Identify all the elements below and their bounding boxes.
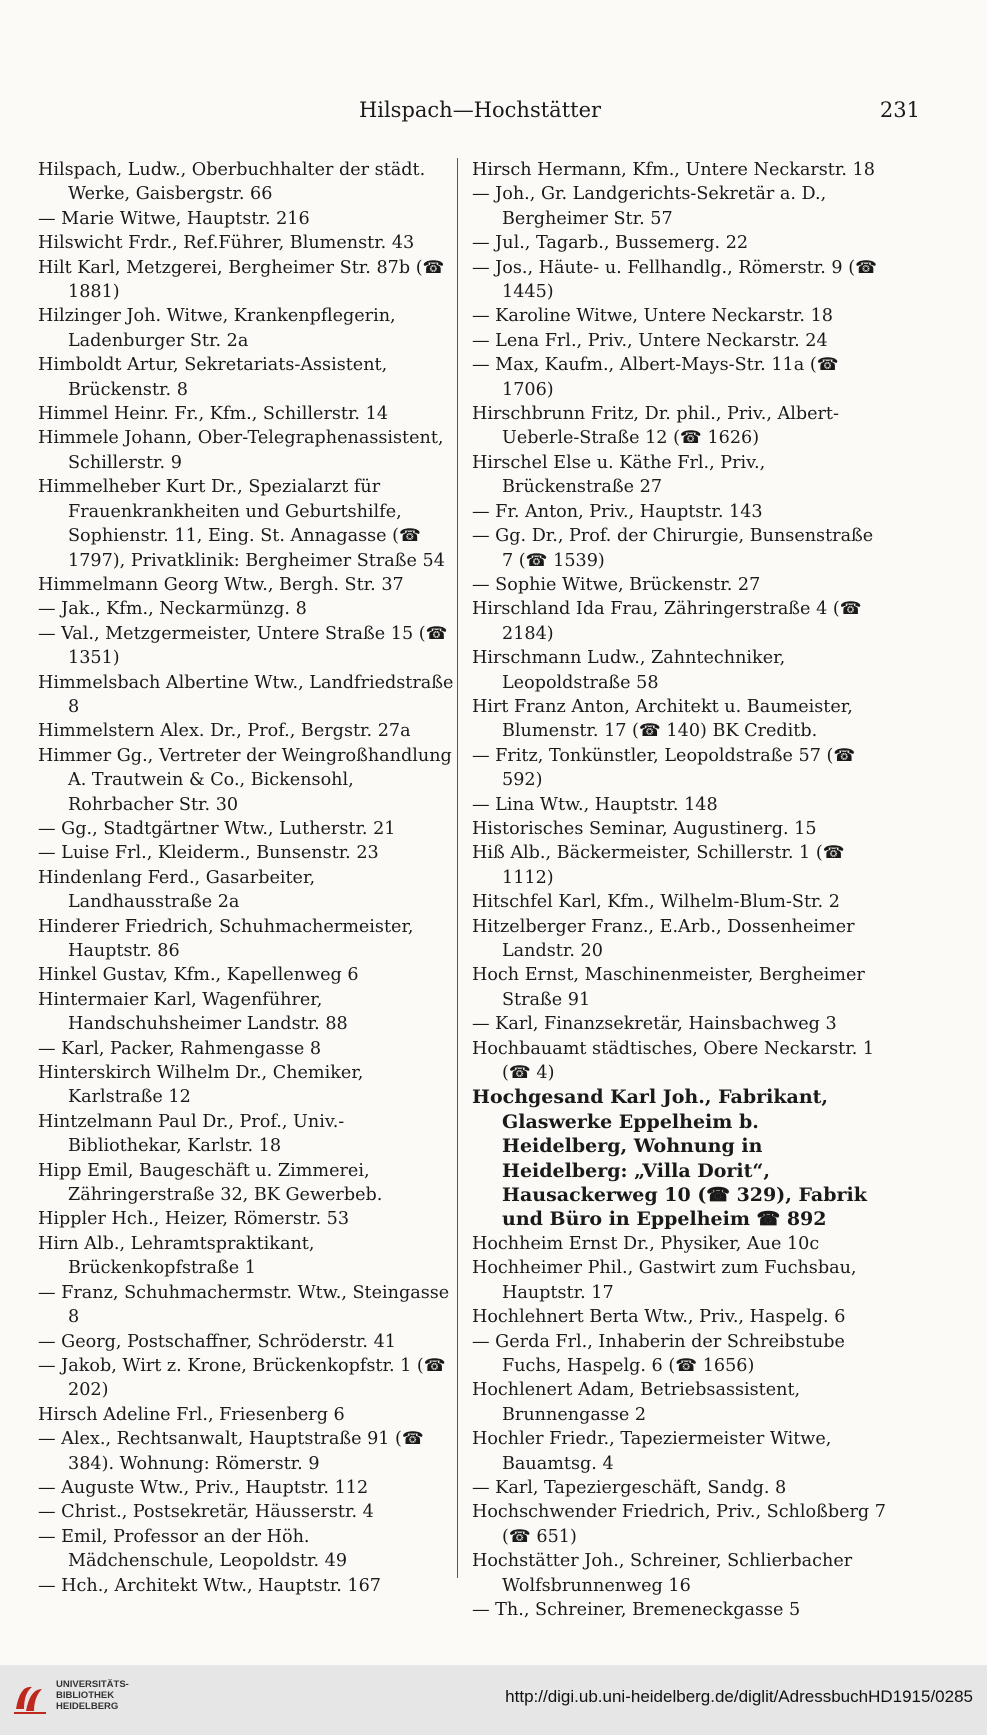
directory-entry: — Marie Witwe, Hauptstr. 216 (38, 208, 310, 229)
directory-entry: Hirschland Ida Frau, Zähringerstraße 4 (☎ 2184) (472, 599, 862, 644)
directory-entry: Hitschfel Karl, Kfm., Wilhelm-Blum-Str. 2 (472, 892, 840, 913)
directory-entry: Hochheim Ernst Dr., Physiker, Aue 10c (472, 1233, 820, 1254)
directory-entry: — Hch., Architekt Wtw., Hauptstr. 167 (38, 1575, 381, 1596)
directory-entry: Himmele Johann, Ober-Telegraphenassistent, Schillerstr. 9 (38, 428, 444, 473)
logo-line: BIBLIOTHEK (56, 1690, 115, 1701)
directory-entry: — Georg, Postschaffner, Schröderstr. 41 (38, 1331, 396, 1352)
logo-line: HEIDELBERG (56, 1701, 119, 1712)
column-divider (457, 158, 458, 1578)
directory-entry: Hochler Friedr., Tapeziermeister Witwe, Bauamtsg. 4 (472, 1429, 832, 1474)
directory-entry: — Fr. Anton, Priv., Hauptstr. 143 (472, 501, 763, 522)
directory-entry: — Gg., Stadtgärtner Wtw., Lutherstr. 21 (38, 818, 396, 839)
directory-entry: — Val., Metzgermeister, Untere Straße 15 (☎ 1351) (38, 623, 448, 669)
directory-entry: Hirsch Adeline Frl., Friesenberg 6 (38, 1404, 345, 1425)
directory-entry: — Gerda Frl., Inhaberin der Schreibstube Fuchs, Haspelg. 6 (☎ 1656) (472, 1331, 845, 1376)
directory-entry: — Joh., Gr. Landgerichts-Sekretär a. D., Bergheimer Str. 57 (472, 184, 827, 229)
directory-entry: Hirsch Hermann, Kfm., Untere Neckarstr. 18 (472, 160, 875, 180)
directory-entry: Himmel Heinr. Fr., Kfm., Schillerstr. 14 (38, 404, 389, 425)
library-seal-icon (10, 1679, 50, 1719)
directory-entry: Hirschbrunn Fritz, Dr. phil., Priv., Albert-Ueberle-Straße 12 (☎ 1626) (472, 404, 839, 449)
library-logo[interactable] (10, 1677, 140, 1723)
directory-entry: Hinderer Friedrich, Schuhmachermeister, Hauptstr. 86 (38, 916, 414, 961)
directory-entry: — Franz, Schuhmachermstr. Wtw., Steingasse 8 (38, 1282, 450, 1328)
directory-entry: Himmelsbach Albertine Wtw., Landfriedstraße 8 (38, 672, 454, 717)
directory-entry: Hintzelmann Paul Dr., Prof., Univ.-Bibliothekar, Karlstr. 18 (38, 1111, 345, 1157)
directory-entry: Hipp Emil, Baugeschäft u. Zimmerei, Zähringerstraße 32, BK Gewerbeb. (38, 1160, 383, 1206)
directory-entry: Hochgesand Karl Joh., Fabrikant, Glaswerke Eppelheim b. Heidelberg, Wohnung in Heidelberg: „Villa Dorit“, Hausackerweg 10 (☎ 329), Fabrik und Büro in Eppelheim ☎ 892 (472, 1086, 867, 1231)
directory-entry: Hilspach, Ludw., Oberbuchhalter der städt. Werke, Gaisbergstr. 66 (38, 160, 426, 205)
directory-entry: — Christ., Postsekretär, Häusserstr. 4 (38, 1502, 374, 1523)
directory-entry: Hitzelberger Franz., E.Arb., Dossenheimer Landstr. 20 (472, 916, 855, 961)
logo-line: UNIVERSITÄTS- (56, 1679, 129, 1690)
directory-entry: — Emil, Professor an der Höh. Mädchenschule, Leopoldstr. 49 (38, 1526, 348, 1572)
directory-entry: Himmelmann Georg Wtw., Bergh. Str. 37 (38, 574, 404, 595)
directory-entry: — Karl, Packer, Rahmengasse 8 (38, 1038, 322, 1059)
directory-entry: Hinterskirch Wilhelm Dr., Chemiker, Karlstraße 12 (38, 1063, 364, 1108)
directory-entry: — Karl, Tapeziergeschäft, Sandg. 8 (472, 1477, 787, 1498)
directory-entry: Himmelheber Kurt Dr., Spezialarzt für Frauenkrankheiten und Geburtshilfe, Sophienstr. 11, Eing. St. Annagasse (☎ 1797), Privatklinik: Bergheimer Straße 54 (38, 477, 445, 571)
directory-entry: Hochheimer Phil., Gastwirt zum Fuchsbau, Hauptstr. 17 (472, 1258, 857, 1303)
page-number: 231 (879, 98, 920, 122)
directory-entry: — Auguste Wtw., Priv., Hauptstr. 112 (38, 1477, 369, 1498)
directory-entry: — Jakob, Wirt z. Krone, Brückenkopfstr. 1 (☎ 202) (38, 1355, 446, 1401)
directory-entry: Himmelstern Alex. Dr., Prof., Bergstr. 27a (38, 721, 411, 742)
running-title: Hilspach—Hochstätter (358, 98, 602, 122)
directory-entry: Hilt Karl, Metzgerei, Bergheimer Str. 87b (☎ 1881) (38, 257, 445, 303)
directory-entry: — Karl, Finanzsekretär, Hainsbachweg 3 (472, 1014, 837, 1035)
source-url-link[interactable]: http://digi.ub.uni-heidelberg.de/diglit/AdressbuchHD1915/0285 (505, 1687, 973, 1706)
directory-entry: — Lina Wtw., Hauptstr. 148 (472, 794, 718, 815)
directory-entry: — Lena Frl., Priv., Untere Neckarstr. 24 (472, 330, 828, 351)
directory-entry: Hippler Hch., Heizer, Römerstr. 53 (38, 1209, 350, 1230)
directory-entry: — Karoline Witwe, Untere Neckarstr. 18 (472, 306, 833, 327)
directory-entry: — Jak., Kfm., Neckarmünzg. 8 (38, 599, 307, 620)
directory-entry: — Jos., Häute- u. Fellhandlg., Römerstr. 9 (☎ 1445) (472, 257, 877, 303)
directory-entry: Hilzinger Joh. Witwe, Krankenpflegerin, Ladenburger Str. 2a (38, 306, 396, 351)
directory-entry: Himmer Gg., Vertreter der Weingroßhandlung A. Trautwein & Co., Bickensohl, Rohrbacher Str. 30 (38, 745, 452, 815)
directory-entry: Hintermaier Karl, Wagenführer, Handschuhsheimer Landstr. 88 (38, 989, 348, 1035)
directory-entry: — Fritz, Tonkünstler, Leopoldstraße 57 (☎ 592) (472, 745, 856, 791)
directory-entry: Hochbauamt städtisches, Obere Neckarstr. 1 (☎ 4) (472, 1038, 875, 1084)
directory-entry: Hindenlang Ferd., Gasarbeiter, Landhausstraße 2a (38, 867, 316, 913)
directory-entry: Hinkel Gustav, Kfm., Kapellenweg 6 (38, 965, 359, 986)
directory-entry: Hochlehnert Berta Wtw., Priv., Haspelg. 6 (472, 1307, 846, 1328)
right-column (472, 158, 888, 1622)
directory-entry: Hirschmann Ludw., Zahntechniker, Leopoldstraße 58 (472, 648, 786, 693)
directory-entry: Hochlenert Adam, Betriebsassistent, Brunnengasse 2 (472, 1380, 801, 1425)
directory-entry: — Luise Frl., Kleiderm., Bunsenstr. 23 (38, 843, 379, 864)
directory-entry: Hiß Alb., Bäckermeister, Schillerstr. 1 (☎ 1112) (472, 843, 845, 888)
directory-entry: Himboldt Artur, Sekretariats-Assistent, Brückenstr. 8 (38, 355, 388, 400)
directory-entry: Hirt Franz Anton, Architekt u. Baumeister, Blumenstr. 17 (☎ 140) BK Creditb. (472, 696, 853, 742)
directory-entry: Hochschwender Friedrich, Priv., Schloßberg 7 (☎ 651) (472, 1502, 886, 1547)
page-header (40, 98, 920, 128)
directory-entry: — Max, Kaufm., Albert-Mays-Str. 11a (☎ 1706) (472, 355, 839, 400)
directory-entry: Hoch Ernst, Maschinenmeister, Bergheimer Straße 91 (472, 965, 865, 1010)
directory-entry: — Jul., Tagarb., Bussemerg. 22 (472, 233, 749, 254)
directory-columns (38, 158, 890, 1620)
directory-entry: Hochstätter Joh., Schreiner, Schlierbacher Wolfsbrunnenweg 16 (472, 1551, 853, 1596)
logo-text (56, 1679, 129, 1712)
directory-entry: Hirschel Else u. Käthe Frl., Priv., Brückenstraße 27 (472, 452, 766, 498)
directory-entry: — Sophie Witwe, Brückenstr. 27 (472, 574, 761, 595)
directory-entry: — Th., Schreiner, Bremeneckgasse 5 (472, 1599, 801, 1620)
directory-entry: — Gg. Dr., Prof. der Chirurgie, Bunsenstraße 7 (☎ 1539) (472, 526, 874, 571)
directory-entry: Hirn Alb., Lehramtspraktikant, Brückenkopfstraße 1 (38, 1233, 315, 1279)
footer-bar (0, 1665, 987, 1735)
directory-entry: Hilswicht Frdr., Ref.Führer, Blumenstr. 43 (38, 233, 415, 254)
left-column (38, 158, 454, 1598)
directory-entry: — Alex., Rechtsanwalt, Hauptstraße 91 (☎ 384). Wohnung: Römerstr. 9 (38, 1429, 424, 1474)
directory-entry: Historisches Seminar, Augustinerg. 15 (472, 818, 817, 839)
